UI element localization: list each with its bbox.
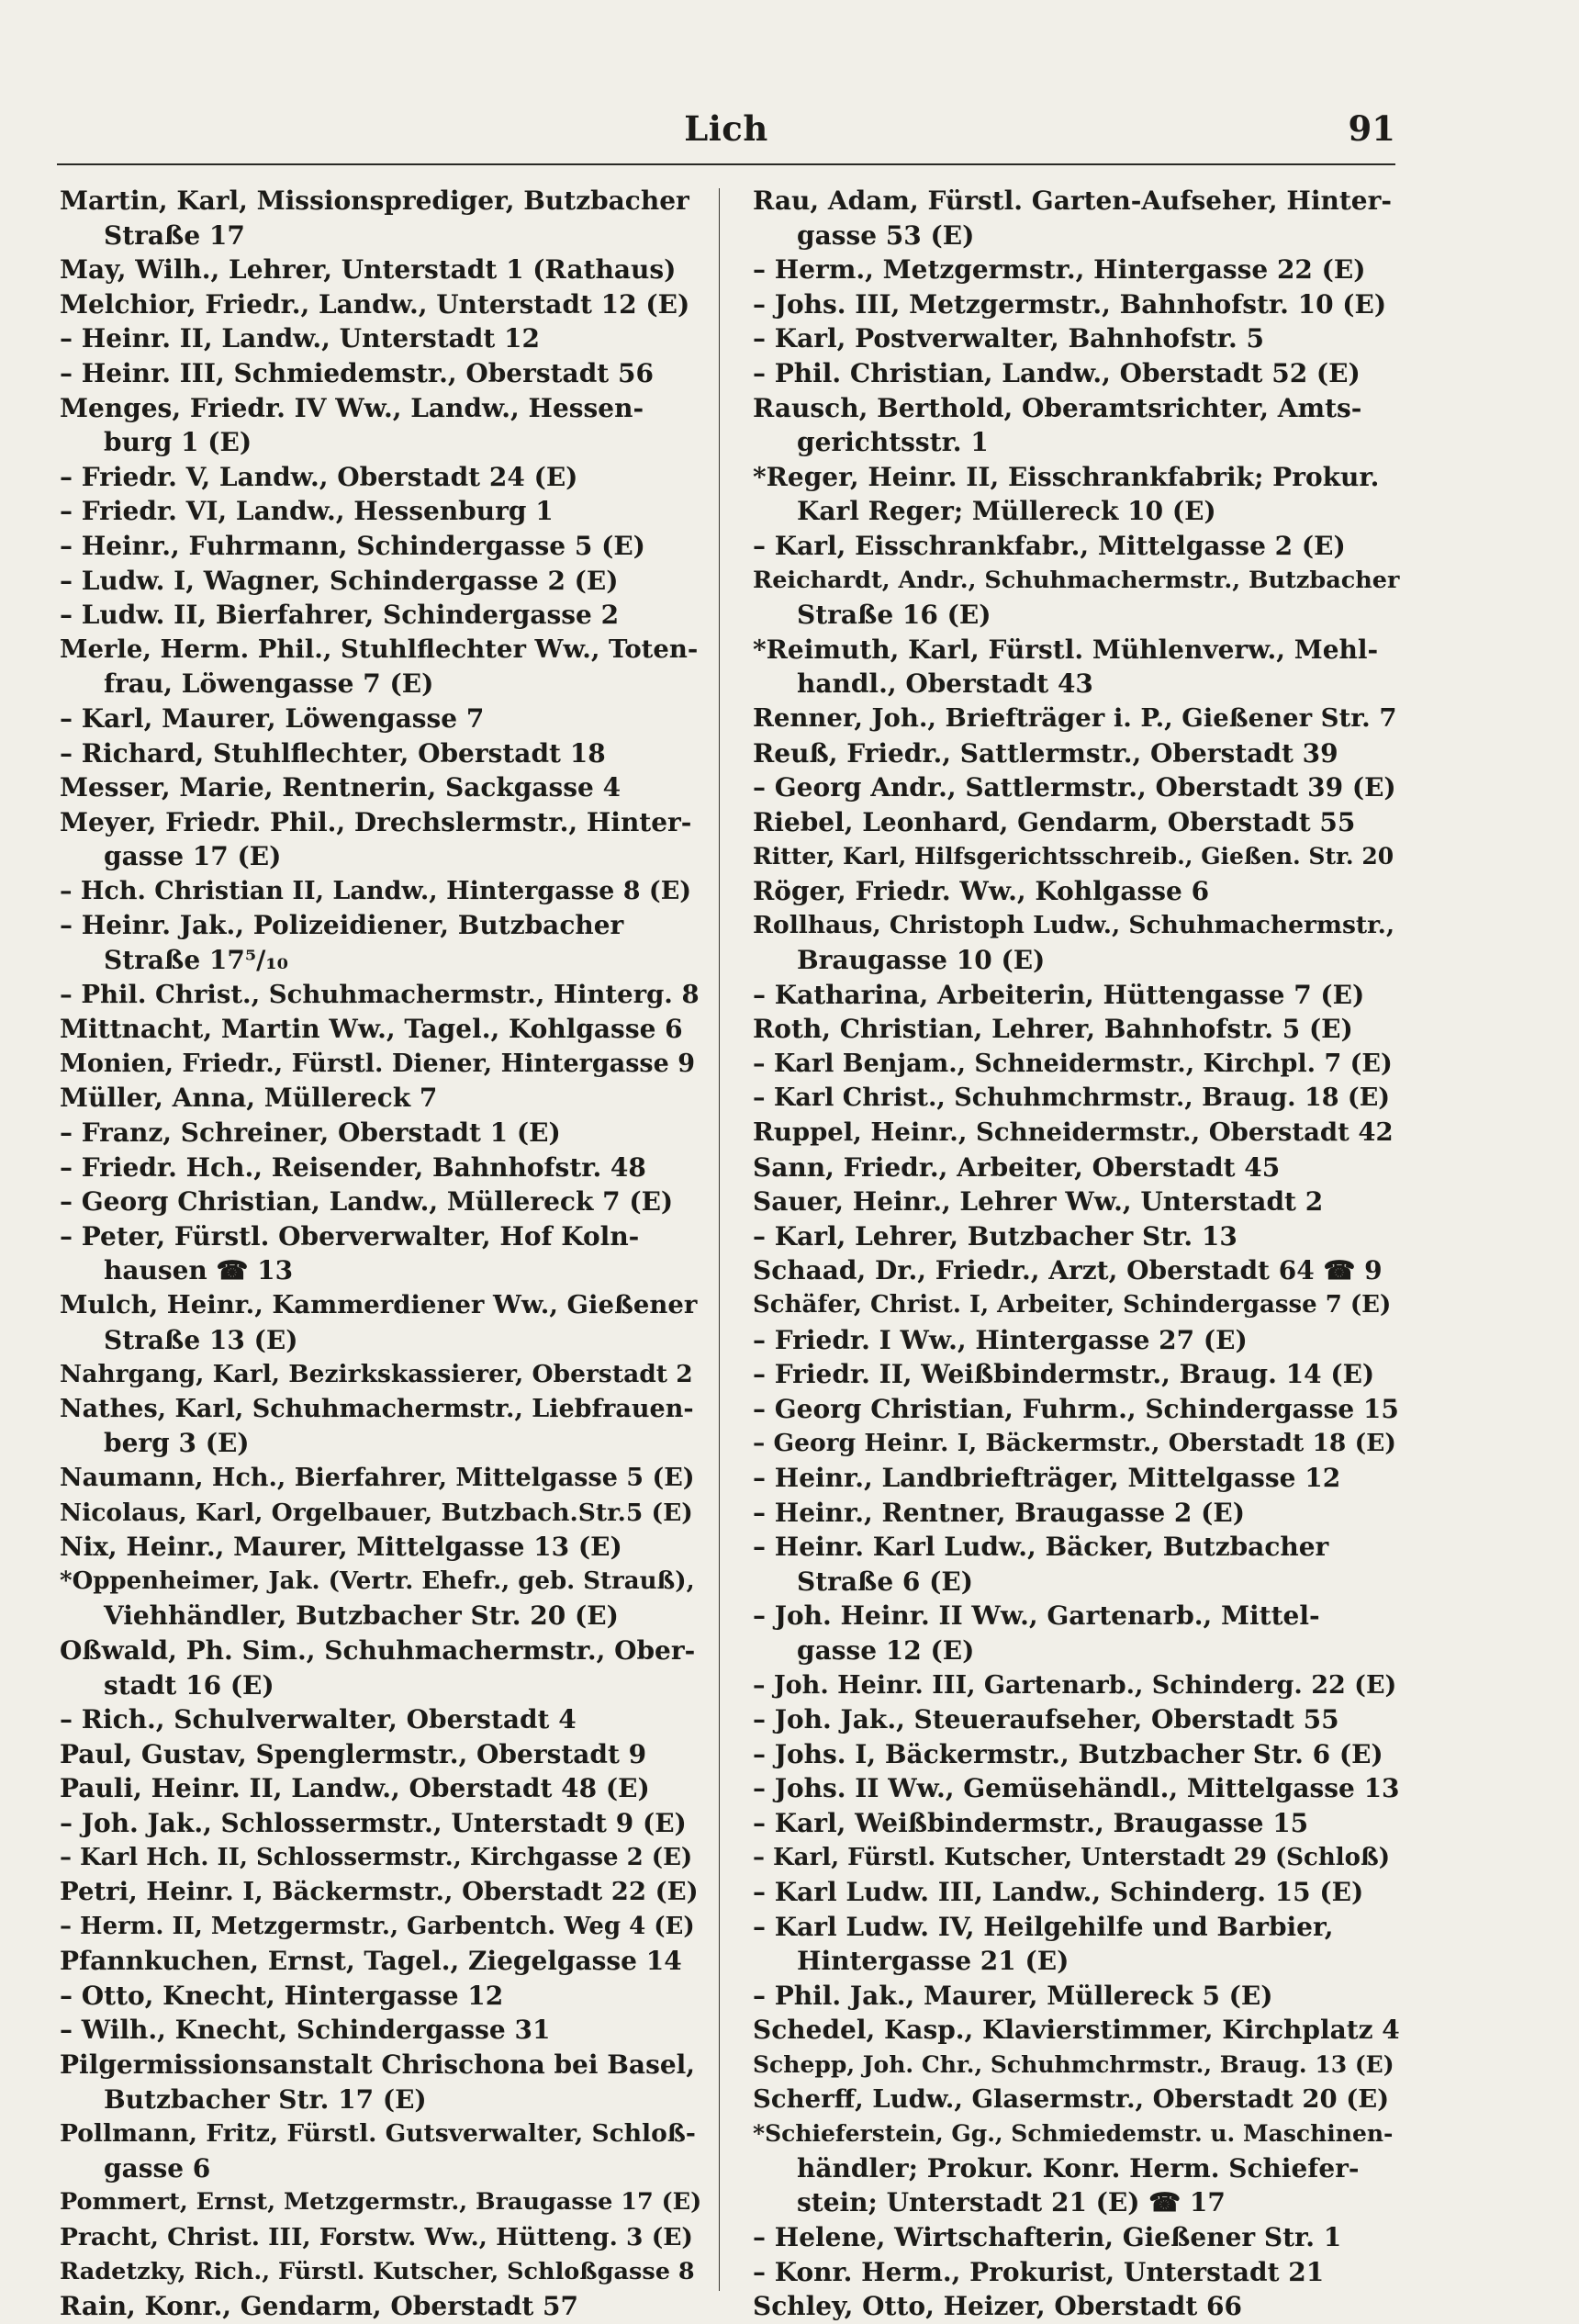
directory-entry-line: – Georg Andr., Sattlermstr., Oberstadt 39 (E) [753, 772, 1396, 803]
directory-entry-line: Schedel, Kasp., Klavierstimmer, Kirchplatz 4 [753, 2015, 1400, 2046]
directory-entry-line: – Phil. Jak., Maurer, Müllereck 5 (E) [753, 1980, 1273, 2011]
directory-entry-line: – Katharina, Arbeiterin, Hüttengasse 7 (E) [753, 979, 1365, 1010]
directory-entry-line: – Karl Benjam., Schneidermstr., Kirchpl. 7 (E) [753, 1049, 1393, 1078]
directory-entry-line: hausen ☎ 13 [104, 1255, 294, 1286]
directory-entry-line: Rausch, Berthold, Oberamtsrichter, Amts- [753, 392, 1362, 423]
directory-entry-line: Petri, Heinr. I, Bäckermstr., Oberstadt 22 (E) [60, 1877, 699, 1907]
directory-entry-line: – Friedr. V, Landw., Oberstadt 24 (E) [60, 461, 578, 492]
directory-entry-line: Karl Reger; Müllereck 10 (E) [797, 496, 1216, 527]
directory-entry-line: – Friedr. Hch., Reisender, Bahnhofstr. 48 [60, 1151, 646, 1183]
directory-entry-line: händler; Prokur. Konr. Herm. Schiefer- [797, 2152, 1360, 2184]
directory-entry-line: Merle, Herm. Phil., Stuhlflechter Ww., Toten- [60, 634, 699, 664]
directory-entry-line: – Johs. I, Bäckermstr., Butzbacher Str. 6 (E) [753, 1738, 1383, 1769]
directory-entry-line: Nahrgang, Karl, Bezirkskassierer, Oberstadt 2 [60, 1360, 693, 1389]
directory-entry-line: gasse 12 (E) [797, 1634, 975, 1666]
directory-entry-line: Straße 6 (E) [797, 1566, 973, 1597]
directory-entry-line: Nix, Heinr., Maurer, Mittelgasse 13 (E) [60, 1532, 622, 1563]
header-rule [57, 163, 1395, 165]
right-column [753, 184, 1400, 2324]
directory-entry-line: – Ludw. II, Bierfahrer, Schindergasse 2 [60, 600, 620, 631]
directory-entry-line: gasse 6 [104, 2152, 211, 2184]
directory-entry-line: Ruppel, Heinr., Schneidermstr., Oberstadt 42 [753, 1117, 1394, 1148]
directory-entry-line: – Friedr. I Ww., Hintergasse 27 (E) [753, 1324, 1248, 1355]
directory-entry-line: – Johs. III, Metzgermstr., Bahnhofstr. 10 (E) [753, 288, 1387, 320]
directory-entry-line: – Heinr. Karl Ludw., Bäcker, Butzbacher [753, 1532, 1329, 1563]
directory-entry-line: – Karl Ludw. IV, Heilgehilfe und Barbier, [753, 1911, 1334, 1942]
directory-entry-line: Butzbacher Str. 17 (E) [104, 2083, 427, 2115]
directory-entry-line: – Heinr. Jak., Polizeidiener, Butzbacher [60, 910, 624, 941]
directory-entry-line: Pollmann, Fritz, Fürstl. Gutsverwalter, Schloß- [60, 2119, 696, 2149]
directory-entry-line: – Herm. II, Metzgermstr., Garbentch. Weg 4 (E) [60, 1912, 695, 1940]
directory-entry-line: Naumann, Hch., Bierfahrer, Mittelgasse 5 (E) [60, 1463, 695, 1492]
directory-entry-line: *Oppenheimer, Jak. (Vertr. Ehefr., geb. Strauß), [60, 1566, 695, 1595]
directory-entry-line: frau, Löwengasse 7 (E) [104, 668, 434, 700]
directory-entry-line: Roth, Christian, Lehrer, Bahnhofstr. 5 (E) [753, 1014, 1353, 1045]
directory-entry-line: Renner, Joh., Briefträger i. P., Gießener Str. 7 [753, 702, 1397, 733]
directory-entry-line: – Joh. Heinr. II Ww., Gartenarb., Mittel- [753, 1600, 1320, 1632]
directory-entry-line: Rau, Adam, Fürstl. Garten-Aufseher, Hinter- [753, 185, 1392, 216]
directory-entry-line: – Richard, Stuhlflechter, Oberstadt 18 [60, 737, 606, 769]
directory-entry-line: Braugasse 10 (E) [797, 945, 1046, 976]
directory-entry-line: Monien, Friedr., Fürstl. Diener, Hintergasse 9 [60, 1049, 695, 1078]
directory-entry-line: Straße 13 (E) [104, 1324, 298, 1355]
directory-entry-line: – Karl Christ., Schuhmchrmstr., Braug. 18 (E) [753, 1083, 1391, 1113]
directory-entry-line: Mulch, Heinr., Kammerdiener Ww., Gießener [60, 1290, 698, 1319]
directory-entry-line: Müller, Anna, Müllereck 7 [60, 1083, 438, 1114]
directory-entry-line: Straße 16 (E) [797, 600, 991, 631]
directory-entry-line: Reichardt, Andr., Schuhmachermstr., Butzbacher [753, 566, 1400, 594]
directory-entry-line: Hintergasse 21 (E) [797, 1946, 1069, 1977]
directory-entry-line: – Karl, Maurer, Löwengasse 7 [60, 702, 485, 734]
directory-entry-line: – Phil. Christ., Schuhmachermstr., Hinterg. 8 [60, 979, 700, 1009]
directory-entry-line: stadt 16 (E) [104, 1669, 274, 1701]
directory-entry-line: – Karl, Fürstl. Kutscher, Unterstadt 29 (Schloß) [753, 1843, 1391, 1871]
directory-entry-line: Pracht, Christ. III, Forstw. Ww., Hütteng. 3 (E) [60, 2223, 693, 2252]
directory-entry-line: Messer, Marie, Rentnerin, Sackgasse 4 [60, 772, 622, 803]
directory-entry-line: *Reger, Heinr. II, Eisschrankfabrik; Prokur. [753, 461, 1380, 492]
left-column [60, 184, 702, 2324]
directory-entry-line: – Wilh., Knecht, Schindergasse 31 [60, 2015, 551, 2046]
directory-entry-line: Straße 17⁵/₁₀ [104, 945, 288, 976]
directory-entry-line: Rain, Konr., Gendarm, Oberstadt 57 [60, 2291, 579, 2322]
directory-entry-line: Mittnacht, Martin Ww., Tagel., Kohlgasse 6 [60, 1014, 683, 1045]
directory-entry-line: *Reimuth, Karl, Fürstl. Mühlenverw., Mehl- [753, 634, 1379, 665]
column-divider [719, 188, 720, 2291]
directory-entry-line: Melchior, Friedr., Landw., Unterstadt 12 (E) [60, 288, 690, 320]
directory-entry-line: gasse 17 (E) [104, 841, 282, 872]
directory-entry-line: Pfannkuchen, Ernst, Tagel., Ziegelgasse 14 [60, 1946, 682, 1977]
directory-entry-line: Pauli, Heinr. II, Landw., Oberstadt 48 (E) [60, 1773, 650, 1804]
directory-entry-line: Radetzky, Rich., Fürstl. Kutscher, Schloßgasse 8 [60, 2257, 695, 2285]
directory-entry-line: Riebel, Leonhard, Gendarm, Oberstadt 55 [753, 806, 1356, 837]
directory-entry-line: – Hch. Christian II, Landw., Hintergasse 8 (E) [60, 876, 692, 905]
directory-entry-line: Menges, Friedr. IV Ww., Landw., Hessen- [60, 392, 644, 423]
page-number: 91 [1348, 108, 1395, 149]
directory-entry-line: – Heinr. III, Schmiedemstr., Oberstadt 56 [60, 357, 654, 388]
directory-entry-line: Pommert, Ernst, Metzgermstr., Braugasse 17 (E) [60, 2188, 702, 2217]
directory-entry-line: Schley, Otto, Heizer, Oberstadt 66 [753, 2291, 1243, 2322]
directory-entry-line: – Herm., Metzgermstr., Hintergasse 22 (E) [753, 254, 1366, 286]
directory-entry-line: Reuß, Friedr., Sattlermstr., Oberstadt 39 [753, 737, 1338, 769]
directory-entry-line: – Ludw. I, Wagner, Schindergasse 2 (E) [60, 565, 619, 596]
directory-entry-line: Pilgermissionsanstalt Chrischona bei Basel, [60, 2049, 696, 2081]
page-header [57, 101, 1395, 156]
directory-entry-line: Schäfer, Christ. I, Arbeiter, Schindergasse 7 (E) [753, 1291, 1392, 1319]
directory-entry-line: – Konr. Herm., Prokurist, Unterstadt 21 [753, 2256, 1325, 2287]
directory-entry-line: – Friedr. VI, Landw., Hessenburg 1 [60, 496, 554, 527]
directory-entry-line: – Rich., Schulverwalter, Oberstadt 4 [60, 1704, 577, 1735]
directory-entry-line: – Heinr., Landbriefträger, Mittelgasse 12 [753, 1462, 1341, 1493]
directory-entry-line: Sann, Friedr., Arbeiter, Oberstadt 45 [753, 1151, 1281, 1183]
directory-entry-line: Nathes, Karl, Schuhmachermstr., Liebfrauen- [60, 1394, 694, 1423]
directory-entry-line: – Helene, Wirtschafterin, Gießener Str. 1 [753, 2222, 1342, 2253]
directory-entry-line: – Johs. II Ww., Gemüsehändl., Mittelgasse 13 [753, 1773, 1400, 1804]
directory-entry-line: gerichtsstr. 1 [797, 427, 989, 458]
directory-entry-line: – Friedr. II, Weißbindermstr., Braug. 14 (E) [753, 1359, 1375, 1390]
directory-entry-line: – Peter, Fürstl. Oberverwalter, Hof Koln- [60, 1220, 640, 1252]
directory-entry-line: – Karl, Weißbindermstr., Braugasse 15 [753, 1807, 1309, 1838]
directory-entry-line: Röger, Friedr. Ww., Kohlgasse 6 [753, 875, 1210, 906]
directory-entry-line: – Joh. Jak., Steueraufseher, Oberstadt 55 [753, 1704, 1339, 1735]
directory-entry-line: – Franz, Schreiner, Oberstadt 1 (E) [60, 1117, 561, 1149]
directory-entry-line: – Karl, Postverwalter, Bahnhofstr. 5 [753, 323, 1264, 354]
directory-entry-line: Martin, Karl, Missionsprediger, Butzbacher [60, 185, 689, 216]
directory-entry-line: – Georg Heinr. I, Bäckermstr., Oberstadt 18 (E) [753, 1429, 1396, 1458]
directory-entry-line: gasse 53 (E) [797, 219, 975, 251]
directory-entry-line: – Karl Ludw. III, Landw., Schinderg. 15 (E) [753, 1877, 1364, 1908]
directory-entry-line: Schaad, Dr., Friedr., Arzt, Oberstadt 64 ☎ 9 [753, 1255, 1383, 1286]
directory-entry-line: – Joh. Heinr. III, Gartenarb., Schinderg. 22 (E) [753, 1670, 1397, 1700]
directory-entry-line: Schepp, Joh. Chr., Schuhmchrmstr., Braug. 13 (E) [753, 2051, 1394, 2079]
directory-entry-line: – Georg Christian, Landw., Müllereck 7 (E) [60, 1186, 674, 1218]
directory-entry-line: – Karl, Lehrer, Butzbacher Str. 13 [753, 1220, 1237, 1252]
directory-entry-line: stein; Unterstadt 21 (E) ☎ 17 [797, 2187, 1226, 2218]
directory-entry-line: – Heinr., Rentner, Braugasse 2 (E) [753, 1497, 1245, 1528]
running-title: Lich [684, 108, 768, 149]
directory-entry-line: May, Wilh., Lehrer, Unterstadt 1 (Rathaus) [60, 254, 677, 286]
directory-entry-line: Paul, Gustav, Spenglermstr., Oberstadt 9 [60, 1738, 647, 1769]
directory-entry-line: Ritter, Karl, Hilfsgerichtsschreib., Gießen. Str. 20 [753, 843, 1394, 870]
directory-entry-line: – Karl Hch. II, Schlossermstr., Kirchgasse 2 (E) [60, 1843, 693, 1871]
directory-entry-line: handl., Oberstadt 43 [797, 668, 1093, 700]
directory-entry-line: – Phil. Christian, Landw., Oberstadt 52 (E) [753, 357, 1361, 388]
directory-entry-line: Viehhändler, Butzbacher Str. 20 (E) [104, 1600, 619, 1632]
directory-entry-line: Oßwald, Ph. Sim., Schuhmachermstr., Ober- [60, 1634, 696, 1666]
directory-entry-line: – Heinr., Fuhrmann, Schindergasse 5 (E) [60, 530, 645, 561]
directory-entry-line: – Heinr. II, Landw., Unterstadt 12 [60, 323, 541, 354]
directory-entry-line: – Otto, Knecht, Hintergasse 12 [60, 1980, 504, 2011]
directory-entry-line: Straße 17 [104, 219, 245, 251]
directory-entry-line: Scherff, Ludw., Glasermstr., Oberstadt 20 (E) [753, 2083, 1390, 2114]
directory-entry-line: Sauer, Heinr., Lehrer Ww., Unterstadt 2 [753, 1186, 1324, 1218]
directory-entry-line: *Schieferstein, Gg., Schmiedemstr. u. Maschinen- [753, 2120, 1394, 2148]
directory-entry-line: – Karl, Eisschrankfabr., Mittelgasse 2 (E) [753, 530, 1346, 561]
directory-entry-line: burg 1 (E) [104, 427, 252, 458]
directory-entry-line: – Joh. Jak., Schlossermstr., Unterstadt 9 (E) [60, 1807, 687, 1838]
directory-entry-line: berg 3 (E) [104, 1428, 250, 1459]
directory-entry-line: Rollhaus, Christoph Ludw., Schuhmachermstr., [753, 911, 1395, 940]
directory-entry-line: Nicolaus, Karl, Orgelbauer, Butzbach.Str.5 (E) [60, 1498, 693, 1527]
directory-entry-line: Meyer, Friedr. Phil., Drechslermstr., Hinter- [60, 806, 692, 837]
directory-entry-line: – Georg Christian, Fuhrm., Schindergasse 15 [753, 1393, 1399, 1424]
